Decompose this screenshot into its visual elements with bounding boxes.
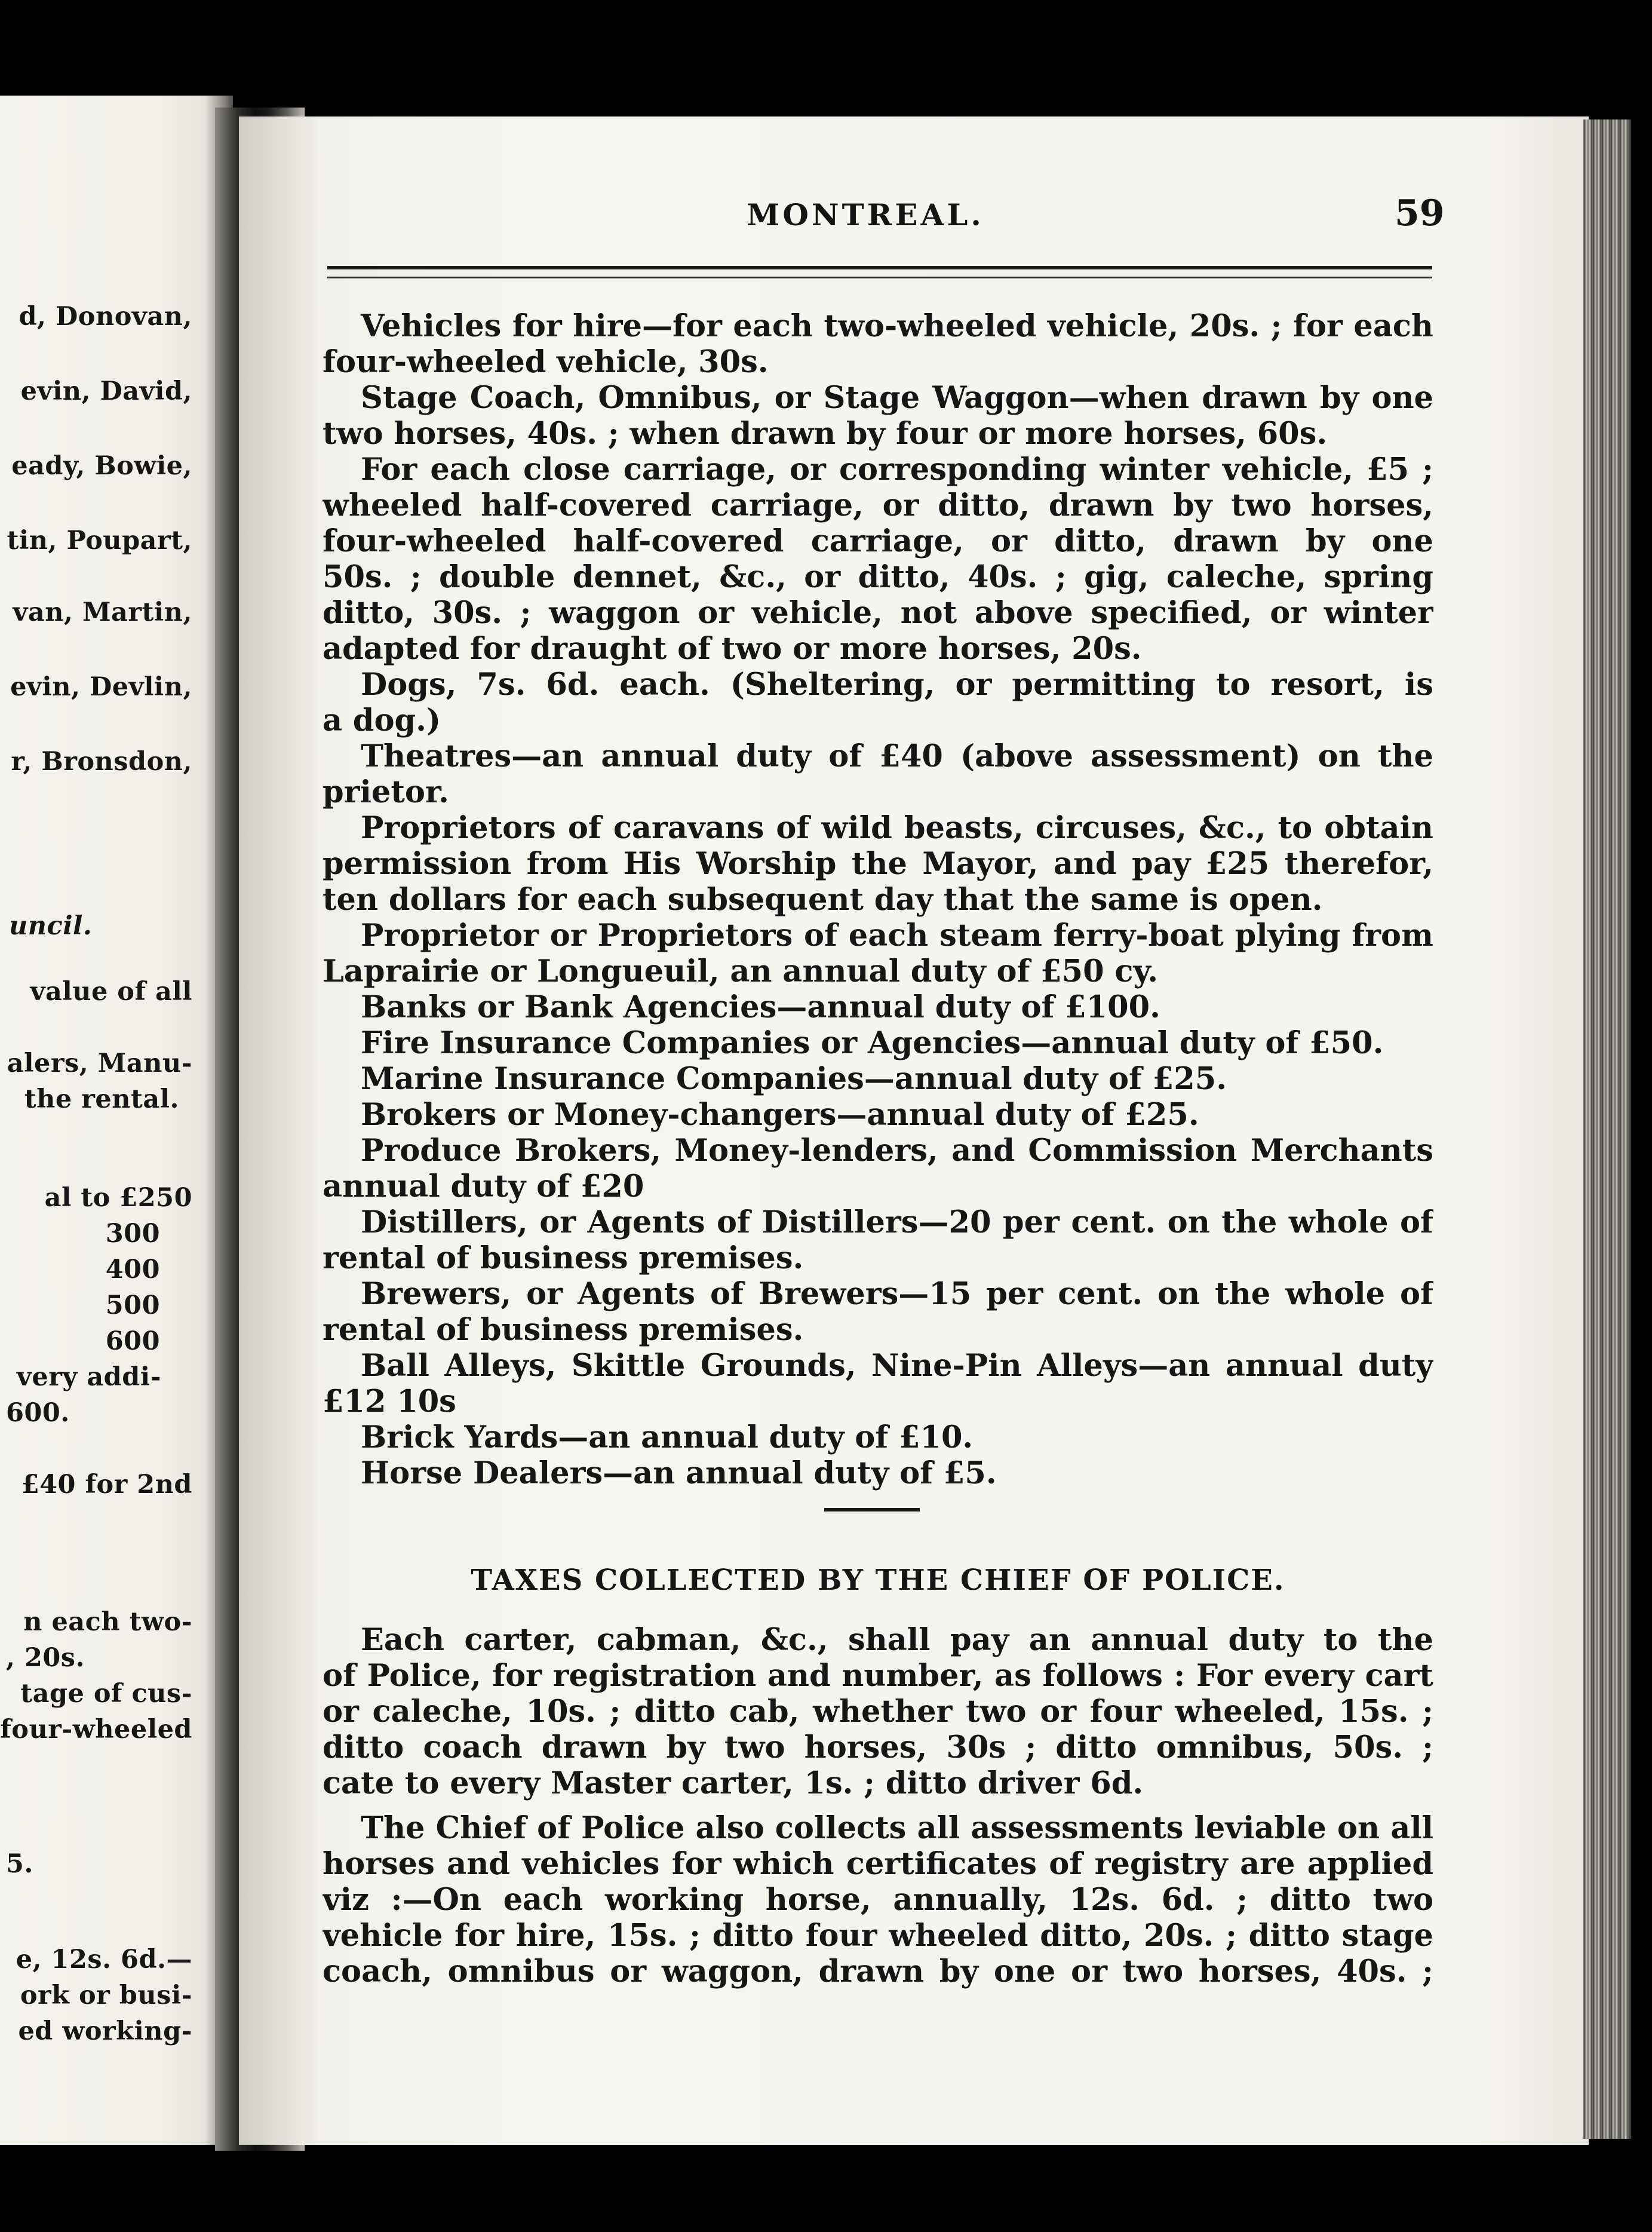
left-line: ork or busi-	[20, 1980, 192, 2010]
left-facing-page	[0, 96, 233, 2145]
body-line: adapted for draught of two or more horses, 20s.	[323, 631, 1142, 667]
left-line: e, 12s. 6d.—	[16, 1945, 192, 1975]
left-line: ed working-	[18, 2016, 192, 2046]
left-line: n each two-	[23, 1607, 192, 1637]
left-line: four-wheeled	[0, 1715, 192, 1744]
body-line: coach, omnibus or waggon, drawn by one or two horses, 40s. ;	[323, 1954, 1433, 1989]
body-line: Banks or Bank Agencies—annual duty of £100.	[361, 989, 1160, 1025]
left-line: 300	[105, 1219, 160, 1249]
body-line: Ball Alleys, Skittle Grounds, Nine-Pin Alleys—an annual duty	[361, 1348, 1433, 1384]
left-line: d, Donovan,	[19, 302, 192, 332]
body-line: viz :—On each working horse, annually, 12s. 6d. ; ditto two	[323, 1882, 1433, 1918]
body-line: Laprairie or Longueuil, an annual duty of £50 cy.	[323, 953, 1158, 989]
left-line: evin, David,	[20, 376, 192, 406]
body-line: Dogs, 7s. 6d. each. (Sheltering, or permitting to resort, is	[361, 667, 1433, 703]
body-line: four-wheeled half-covered carriage, or ditto, drawn by one	[323, 523, 1433, 559]
body-line: prietor.	[323, 774, 449, 810]
body-line: For each close carriage, or corresponding winter vehicle, £5 ;	[361, 452, 1433, 488]
body-line: Distillers, or Agents of Distillers—20 per cent. on the whole of	[361, 1204, 1433, 1240]
body-line: Proprietor or Proprietors of each steam ferry-boat plying from	[361, 918, 1433, 953]
body-line: Vehicles for hire—for each two-wheeled vehicle, 20s. ; for each	[361, 308, 1433, 344]
left-line: eady, Bowie,	[11, 451, 192, 481]
body-line: horses and vehicles for which certificates of registry are applied	[323, 1846, 1433, 1882]
body-line: Brewers, or Agents of Brewers—15 per cent. on the whole of	[361, 1276, 1433, 1312]
body-line: Fire Insurance Companies or Agencies—annual duty of £50.	[361, 1025, 1384, 1061]
body-line: Horse Dealers—an annual duty of £5.	[361, 1455, 997, 1491]
body-line: Theatres—an annual duty of £40 (above assessment) on the	[361, 738, 1433, 774]
left-line: van, Martin,	[13, 597, 192, 627]
body-line: £12 10s	[323, 1384, 456, 1419]
body-line: Stage Coach, Omnibus, or Stage Waggon—when drawn by one	[361, 380, 1433, 416]
header-rule	[327, 266, 1432, 269]
body-line: rental of business premises.	[323, 1312, 804, 1348]
body-line: vehicle for hire, 15s. ; ditto four wheeled ditto, 20s. ; ditto stage	[323, 1918, 1433, 1954]
body-line: annual duty of £20	[323, 1169, 644, 1204]
body-line: The Chief of Police also collects all assessments leviable on all	[361, 1810, 1433, 1846]
left-line: evin, Devlin,	[10, 672, 192, 702]
body-line: ditto coach drawn by two horses, 30s ; ditto omnibus, 50s. ;	[323, 1730, 1433, 1765]
body-line: four-wheeled vehicle, 30s.	[323, 344, 769, 380]
body-line: of Police, for registration and number, as follows : For every cart	[323, 1658, 1433, 1694]
left-line: the rental.	[24, 1084, 179, 1114]
section-title: TAXES COLLECTED BY THE CHIEF OF POLICE.	[471, 1563, 1285, 1597]
left-line: value of all	[30, 977, 192, 1007]
section-divider-rule	[824, 1508, 920, 1511]
body-line: two horses, 40s. ; when drawn by four or more horses, 60s.	[323, 416, 1328, 452]
body-line: 50s. ; double dennet, &c., or ditto, 40s. ; gig, caleche, spring	[323, 559, 1433, 595]
body-line: Produce Brokers, Money-lenders, and Commission Merchants	[361, 1133, 1433, 1169]
left-line: alers, Manu-	[7, 1048, 192, 1078]
body-line: ten dollars for each subsequent day that the same is open.	[323, 882, 1323, 918]
body-line: Proprietors of caravans of wild beasts, circuses, &c., to obtain	[361, 810, 1433, 846]
body-line: wheeled half-covered carriage, or ditto, drawn by two horses,	[323, 488, 1433, 523]
page-edges	[1583, 119, 1630, 2139]
left-line: 600.	[6, 1398, 70, 1428]
left-line: al to £250	[44, 1183, 192, 1213]
header-rule-thin	[327, 277, 1432, 278]
left-line: tin, Poupart,	[7, 526, 192, 556]
left-line: 600	[105, 1326, 160, 1356]
body-line: cate to every Master carter, 1s. ; ditto driver 6d.	[323, 1765, 1144, 1801]
body-line: Each carter, cabman, &c., shall pay an annual duty to the	[361, 1622, 1433, 1658]
body-line: a dog.)	[323, 703, 441, 738]
left-line: uncil.	[9, 911, 93, 941]
left-line: tage of cus-	[20, 1679, 192, 1709]
page-number: 59	[1395, 192, 1445, 234]
body-line: permission from His Worship the Mayor, and pay £25 therefor,	[323, 846, 1433, 882]
body-line: ditto, 30s. ; waggon or vehicle, not above specified, or winter	[323, 595, 1433, 631]
left-line: very addi-	[16, 1362, 161, 1392]
left-line: r, Bronsdon,	[11, 747, 192, 777]
body-line: rental of business premises.	[323, 1240, 804, 1276]
running-header: MONTREAL.	[747, 197, 984, 232]
body-line: or caleche, 10s. ; ditto cab, whether two or four wheeled, 15s. ;	[323, 1694, 1433, 1730]
body-line: Brokers or Money-changers—annual duty of £25.	[361, 1097, 1199, 1133]
left-line: 400	[105, 1255, 160, 1284]
left-line: £40 for 2nd	[21, 1470, 192, 1500]
left-line: , 20s.	[6, 1643, 85, 1673]
body-line: Marine Insurance Companies—annual duty of £25.	[361, 1061, 1227, 1097]
left-line: 500	[105, 1290, 160, 1320]
body-line: Brick Yards—an annual duty of £10.	[361, 1419, 974, 1455]
left-line: 5.	[6, 1849, 33, 1879]
